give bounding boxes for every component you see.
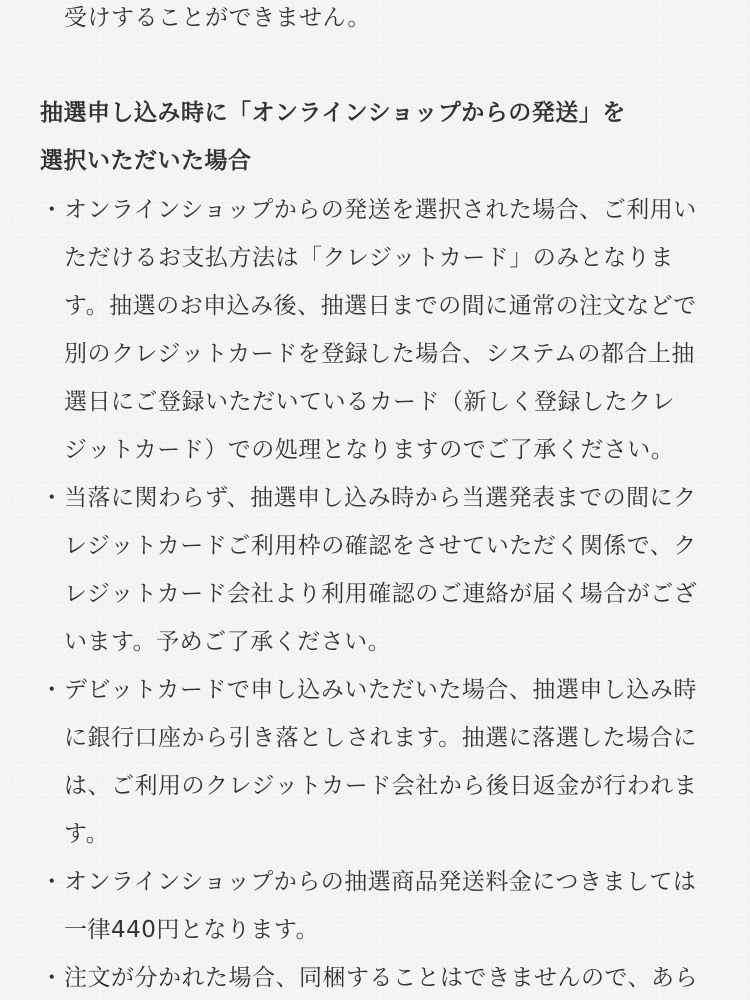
list-item bbox=[40, 954, 720, 1000]
text-line: 別のクレジットカードを登録した場合、システムの都合上抽 bbox=[64, 341, 695, 367]
list-item-text bbox=[64, 474, 720, 666]
list-item-text bbox=[64, 186, 720, 474]
text-line: 注文が分かれた場合、同梱することはできませんので、あら bbox=[64, 965, 699, 991]
list-item-text bbox=[64, 666, 720, 858]
bullet-marker: ・ bbox=[40, 197, 64, 223]
list-item bbox=[40, 858, 720, 954]
text-line: います。予めご了承ください。 bbox=[64, 629, 392, 655]
text-line: は、ご利用のクレジットカード会社から後日返金が行われま bbox=[64, 773, 698, 799]
list-item-text bbox=[64, 858, 720, 954]
text-line: レジットカードご利用枠の確認をさせていただく関係で、ク bbox=[64, 533, 697, 559]
text-line: 当落に関わらず、抽選申し込み時から当選発表までの間にク bbox=[64, 485, 697, 511]
text-line: デビットカードで申し込みいただいた場合、抽選申し込み時 bbox=[64, 677, 697, 703]
bullet-marker: ・ bbox=[40, 869, 64, 895]
text-line: オンラインショップからの発送を選択された場合、ご利用い bbox=[64, 197, 697, 223]
text-line: レジットカード会社より利用確認のご連絡が届く場合がござ bbox=[64, 581, 698, 607]
heading-line: 選択いただいた場合 bbox=[40, 148, 252, 174]
bullet-marker: ・ bbox=[40, 485, 64, 511]
list-item-text bbox=[64, 954, 720, 1000]
text-line: す。 bbox=[64, 821, 110, 847]
heading-line: 抽選申し込み時に「オンラインショップからの発送」を bbox=[40, 100, 626, 126]
text-line: に銀行口座から引き落としされます。抽選に落選した場合に bbox=[64, 725, 697, 751]
text-line: 一律440円となります。 bbox=[64, 917, 320, 943]
section-heading bbox=[40, 89, 720, 185]
bullet-marker: ・ bbox=[40, 965, 64, 991]
list-item bbox=[40, 474, 720, 666]
text-line: ただけるお支払方法は「クレジットカード」のみとなりま bbox=[64, 245, 674, 271]
text-line: す。抽選のお申込み後、抽選日までの間に通常の注文などで bbox=[64, 293, 697, 319]
list-item bbox=[40, 186, 720, 474]
text-line: オンラインショップからの抽選商品発送料金につきましては bbox=[64, 869, 697, 895]
notice-list bbox=[40, 186, 720, 1000]
list-item bbox=[40, 666, 720, 858]
text-line: ジットカード）での処理となりますのでご了承ください。 bbox=[64, 437, 675, 463]
text-line: 選日にご登録いただいているカード（新しく登録したクレ bbox=[64, 389, 675, 415]
intro-fragment: 受けすることができません。 bbox=[64, 5, 371, 31]
bullet-marker: ・ bbox=[40, 677, 64, 703]
